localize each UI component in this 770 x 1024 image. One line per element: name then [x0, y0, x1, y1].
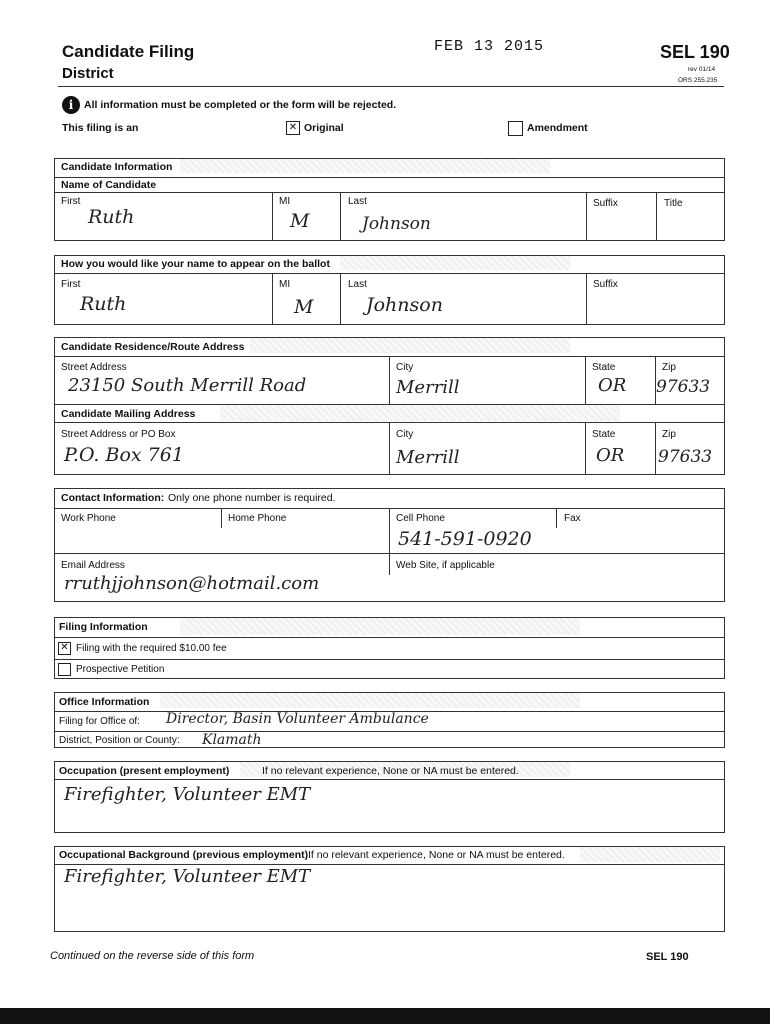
contact-title: Contact Information: — [61, 492, 165, 504]
mailing-street-label: Street Address or PO Box — [61, 429, 176, 440]
mi-label: MI — [279, 196, 291, 207]
petition-label: Prospective Petition — [76, 664, 165, 675]
filing-type-label: This filing is an — [62, 122, 139, 134]
residence-street-label: Street Address — [61, 362, 127, 373]
shade-texture — [180, 159, 550, 173]
divider — [272, 273, 273, 325]
residence-title: Candidate Residence/Route Address — [61, 341, 245, 353]
amendment-label: Amendment — [527, 122, 588, 134]
residence-zip-label: Zip — [662, 362, 676, 373]
divider — [389, 422, 390, 475]
residence-city-label: City — [396, 362, 414, 373]
divider — [54, 273, 725, 274]
original-checkbox[interactable]: ✕ — [286, 121, 300, 135]
shade-texture — [580, 847, 720, 862]
last-name-field[interactable]: Johnson — [362, 214, 431, 234]
office-info-title: Office Information — [59, 696, 150, 708]
ballot-last-label: Last — [348, 279, 367, 290]
divider — [54, 637, 725, 638]
scan-edge-bar — [0, 1008, 770, 1024]
last-name-label: Last — [348, 196, 367, 207]
divider — [389, 356, 390, 404]
fax-label: Fax — [564, 513, 581, 524]
form-revision: rev 01/14 — [688, 66, 716, 73]
mailing-city-label: City — [396, 429, 414, 440]
divider — [272, 192, 273, 241]
background-title: Occupational Background (previous employment) — [59, 849, 309, 861]
divider — [221, 508, 222, 528]
candidate-info-title: Candidate Information — [61, 161, 173, 173]
shade-texture — [180, 618, 580, 635]
residence-zip-field[interactable]: 97633 — [656, 377, 711, 397]
ballot-last-field[interactable]: Johnson — [366, 294, 443, 316]
mailing-zip-label: Zip — [662, 429, 676, 440]
divider — [54, 177, 725, 178]
ballot-first-label: First — [61, 279, 81, 290]
fee-checkbox[interactable]: ✕ — [58, 642, 71, 655]
continued-note: Continued on the reverse side of this form — [50, 950, 255, 962]
divider — [585, 422, 586, 475]
divider — [340, 192, 341, 241]
shade-texture — [220, 405, 620, 421]
header-rule — [58, 86, 724, 87]
district-label: District, Position or County: — [59, 735, 180, 746]
first-name-label: First — [61, 196, 81, 207]
divider — [586, 192, 587, 241]
mailing-city-field[interactable]: Merrill — [396, 447, 460, 468]
office-field[interactable]: Director, Basin Volunteer Ambulance — [166, 711, 429, 727]
ballot-name-title: How you would like your name to appear on the ballot — [61, 258, 330, 270]
divider — [656, 192, 657, 241]
suffix-label: Suffix — [593, 198, 618, 209]
info-icon: i — [62, 96, 80, 114]
shade-texture — [250, 338, 570, 353]
mailing-zip-field[interactable]: 97633 — [658, 447, 713, 467]
background-note: If no relevant experience, None or NA must be entered. — [308, 849, 565, 861]
office-label: Filing for Office of: — [59, 716, 140, 727]
work-phone-label: Work Phone — [61, 513, 116, 524]
ors-reference: ORS 255.235 — [678, 77, 718, 84]
email-label: Email Address — [61, 560, 125, 571]
original-label: Original — [304, 122, 344, 134]
footer-form-code: SEL 190 — [646, 951, 689, 963]
filing-info-title: Filing Information — [59, 621, 148, 633]
divider — [54, 731, 725, 732]
form-subtitle: District — [62, 65, 114, 82]
divider — [389, 553, 390, 575]
title-label: Title — [664, 198, 683, 209]
shade-texture — [160, 693, 580, 708]
ballot-suffix-label: Suffix — [593, 279, 618, 290]
petition-checkbox[interactable] — [58, 663, 71, 676]
divider — [54, 192, 725, 193]
cell-phone-field[interactable]: 541-591-0920 — [398, 528, 532, 550]
divider — [54, 864, 725, 865]
form-title: Candidate Filing — [62, 42, 195, 61]
divider — [389, 508, 390, 553]
mailing-title: Candidate Mailing Address — [61, 408, 196, 420]
cell-phone-label: Cell Phone — [396, 513, 445, 524]
email-field[interactable]: rruthjjohnson@hotmail.com — [64, 573, 320, 594]
divider — [556, 508, 557, 528]
name-of-candidate-title: Name of Candidate — [61, 179, 157, 191]
received-date-stamp: FEB 13 2015 — [434, 38, 545, 55]
occupation-field[interactable]: Firefighter, Volunteer EMT — [64, 784, 311, 805]
divider — [340, 273, 341, 325]
mailing-state-label: State — [592, 429, 616, 440]
residence-state-field[interactable]: OR — [598, 375, 627, 396]
divider — [585, 356, 586, 404]
form-code: SEL 190 — [660, 42, 730, 62]
mi-field[interactable]: M — [290, 210, 310, 232]
divider — [655, 422, 656, 475]
occupation-title: Occupation (present employment) — [59, 765, 230, 777]
mailing-street-field[interactable]: P.O. Box 761 — [64, 444, 184, 466]
divider — [54, 659, 725, 660]
shade-texture — [340, 256, 570, 270]
occupation-note: If no relevant experience, None or NA must be entered. — [262, 765, 519, 777]
residence-street-field[interactable]: 23150 South Merrill Road — [68, 375, 307, 396]
home-phone-label: Home Phone — [228, 513, 287, 524]
divider — [54, 779, 725, 780]
mailing-state-field[interactable]: OR — [596, 445, 625, 466]
website-label: Web Site, if applicable — [396, 560, 495, 571]
fee-label: Filing with the required $10.00 fee — [76, 643, 227, 654]
ballot-mi-field[interactable]: M — [294, 296, 314, 318]
ballot-first-field[interactable]: Ruth — [80, 293, 127, 315]
notice-text: All information must be completed or the form will be rejected. — [84, 99, 397, 111]
residence-city-field[interactable]: Merrill — [396, 377, 460, 398]
divider — [586, 273, 587, 325]
contact-note: Only one phone number is required. — [168, 492, 336, 504]
amendment-checkbox[interactable] — [508, 121, 523, 136]
ballot-mi-label: MI — [279, 279, 291, 290]
first-name-field[interactable]: Ruth — [88, 206, 135, 228]
district-field[interactable]: Klamath — [202, 732, 262, 748]
background-field[interactable]: Firefighter, Volunteer EMT — [64, 866, 311, 887]
residence-state-label: State — [592, 362, 616, 373]
